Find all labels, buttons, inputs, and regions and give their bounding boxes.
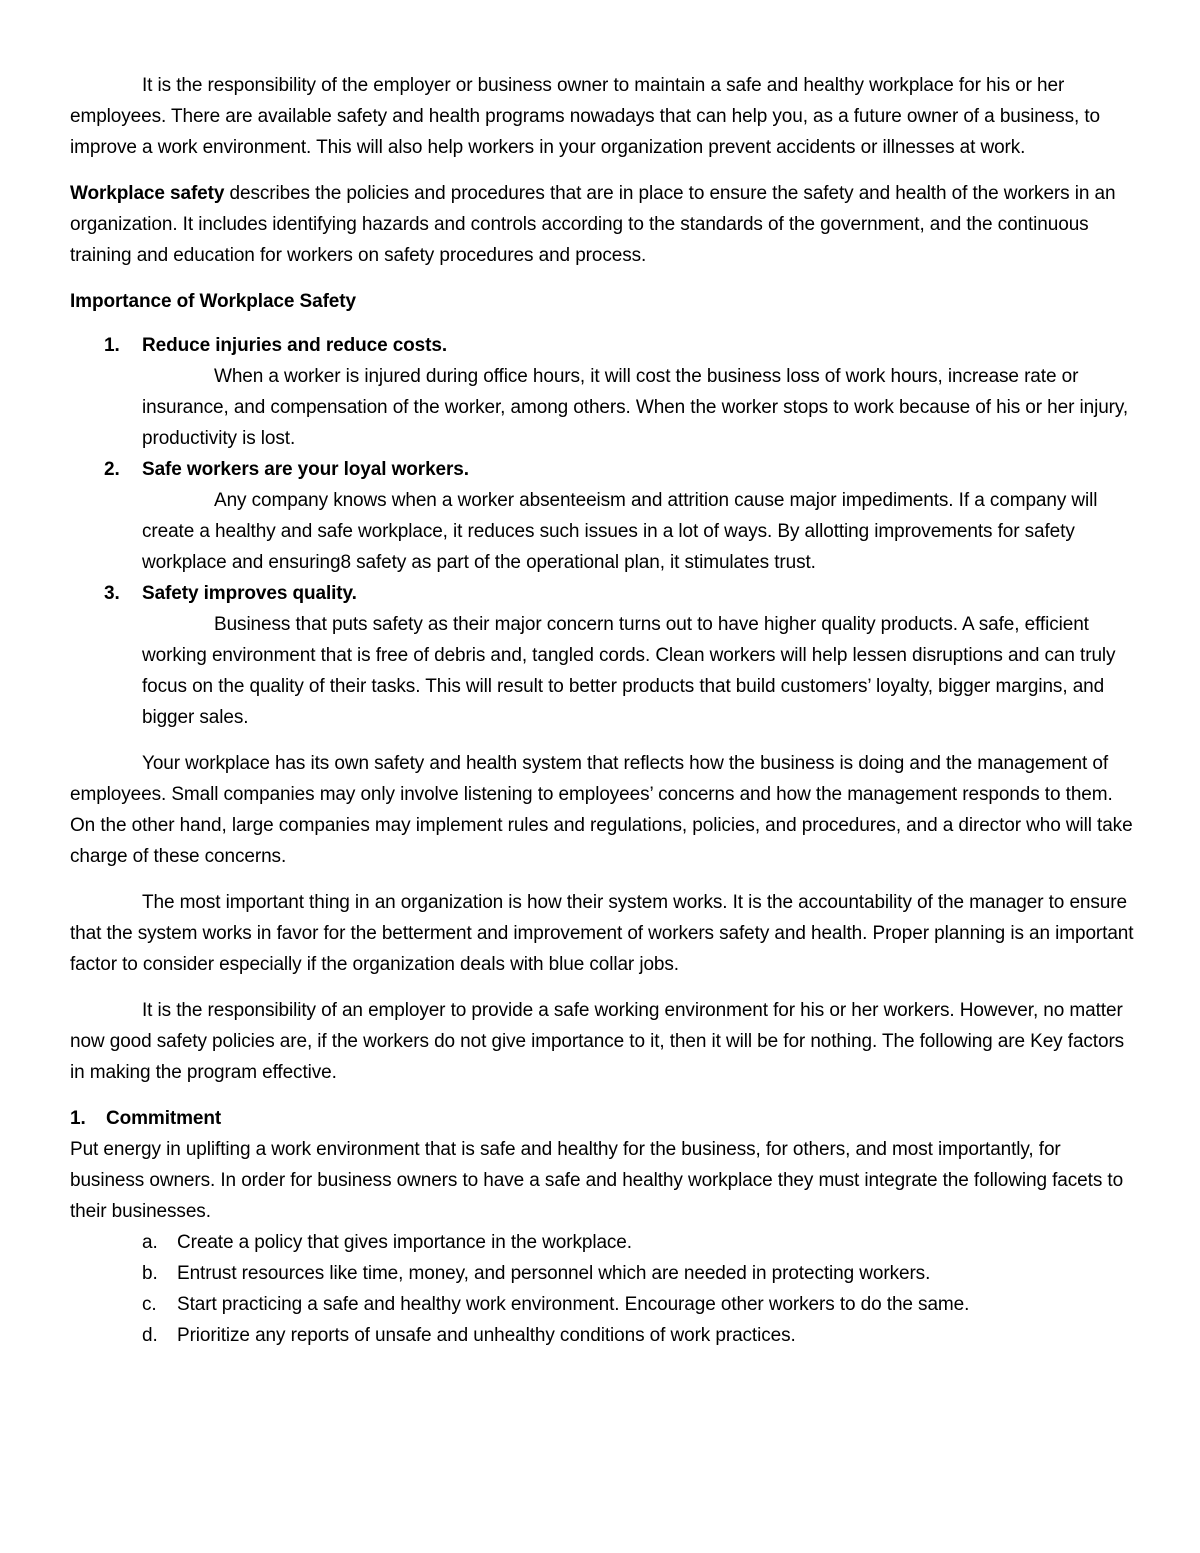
definition-term: Workplace safety <box>70 183 225 204</box>
system-paragraph: Your workplace has its own safety and health system that reflects how the business is doing and the management of employees. Small companies may only involve listening to employees’ concerns and how the management responds to them. On the other hand, large companies may implement rules and regulations, policies, and procedures, and a director who will take charge of these concerns. <box>70 753 1133 867</box>
intro-paragraph: It is the responsibility of the employer or business owner to maintain a safe and healthy workplace for his or her employees. There are available safety and health programs nowadays that can help you, as a future owner of a business, to improve a work environment. This will also help workers in your organization prevent accidents or illnesses at work. <box>70 75 1101 158</box>
facet-item <box>70 1258 1135 1289</box>
facet-letter: d. <box>142 1325 158 1346</box>
item-number: 1. <box>104 335 120 356</box>
document-page <box>70 70 1135 1351</box>
importance-item <box>70 578 1135 733</box>
facet-text: Start practicing a safe and healthy work environment. Encourage other workers to do the same. <box>177 1294 970 1315</box>
facet-item <box>70 1227 1135 1258</box>
facet-text: Create a policy that gives importance in the workplace. <box>177 1232 632 1253</box>
importance-list <box>70 330 1135 733</box>
item-title: Safety improves quality. <box>142 583 357 604</box>
facet-text: Prioritize any reports of unsafe and unhealthy conditions of work practices. <box>177 1325 796 1346</box>
definition-paragraph <box>70 178 1135 271</box>
facet-text: Entrust resources like time, money, and personnel which are needed in protecting workers. <box>177 1263 931 1284</box>
key-factor-number: 1. <box>70 1108 86 1129</box>
facet-item <box>70 1289 1135 1320</box>
facet-letter: b. <box>142 1263 158 1284</box>
definition-text: describes the policies and procedures that are in place to ensure the safety and health of the workers in an organization. It includes identifying hazards and controls according to the standards of the government, and the continuous training and education for workers on safety procedures and process. <box>70 183 1116 266</box>
facets-list <box>70 1227 1135 1351</box>
importance-heading: Importance of Workplace Safety <box>70 291 356 312</box>
facet-letter: a. <box>142 1232 158 1253</box>
item-number: 3. <box>104 583 120 604</box>
item-body: Any company knows when a worker absenteeism and attrition cause major impediments. If a company will create a healthy and safe workplace, it reduces such issues in a lot of ways. By allotting improvements for safety workplace and ensuring8 safety as part of the operational plan, it stimulates trust. <box>142 490 1098 573</box>
facet-letter: c. <box>142 1294 157 1315</box>
key-factor-label: Commitment <box>106 1108 222 1129</box>
facet-item <box>70 1320 1135 1351</box>
item-title: Reduce injuries and reduce costs. <box>142 335 448 356</box>
key-factors-intro: It is the responsibility of an employer to provide a safe working environment for his or her workers. However, no matter now good safety policies are, if the workers do not give importance to it, then it will be for nothing. The following are Key factors in making the program effective. <box>70 1000 1125 1083</box>
accountability-paragraph: The most important thing in an organization is how their system works. It is the accountability of the manager to ensure that the system works in favor for the betterment and improvement of workers safety and health. Proper planning is an important factor to consider especially if the organization deals with blue collar jobs. <box>70 892 1134 975</box>
item-body: Business that puts safety as their major concern turns out to have higher quality products. A safe, efficient working environment that is free of debris and, tangled cords. Clean workers will help lessen disruptions and can truly focus on the quality of their tasks. This will result to better products that build customers’ loyalty, bigger margins, and bigger sales. <box>142 614 1116 728</box>
key-factor-title <box>70 1103 1135 1134</box>
key-factor-body: Put energy in uplifting a work environment that is safe and healthy for the business, for others, and most importantly, for business owners. In order for business owners to have a safe and healthy workplace they must integrate the following facets to their businesses. <box>70 1139 1124 1222</box>
importance-item <box>70 330 1135 454</box>
item-body: When a worker is injured during office hours, it will cost the business loss of work hours, increase rate or insurance, and compensation of the worker, among others. When the worker stops to work because of his or her injury, productivity is lost. <box>142 366 1129 449</box>
item-number: 2. <box>104 459 120 480</box>
item-title: Safe workers are your loyal workers. <box>142 459 469 480</box>
importance-item <box>70 454 1135 578</box>
